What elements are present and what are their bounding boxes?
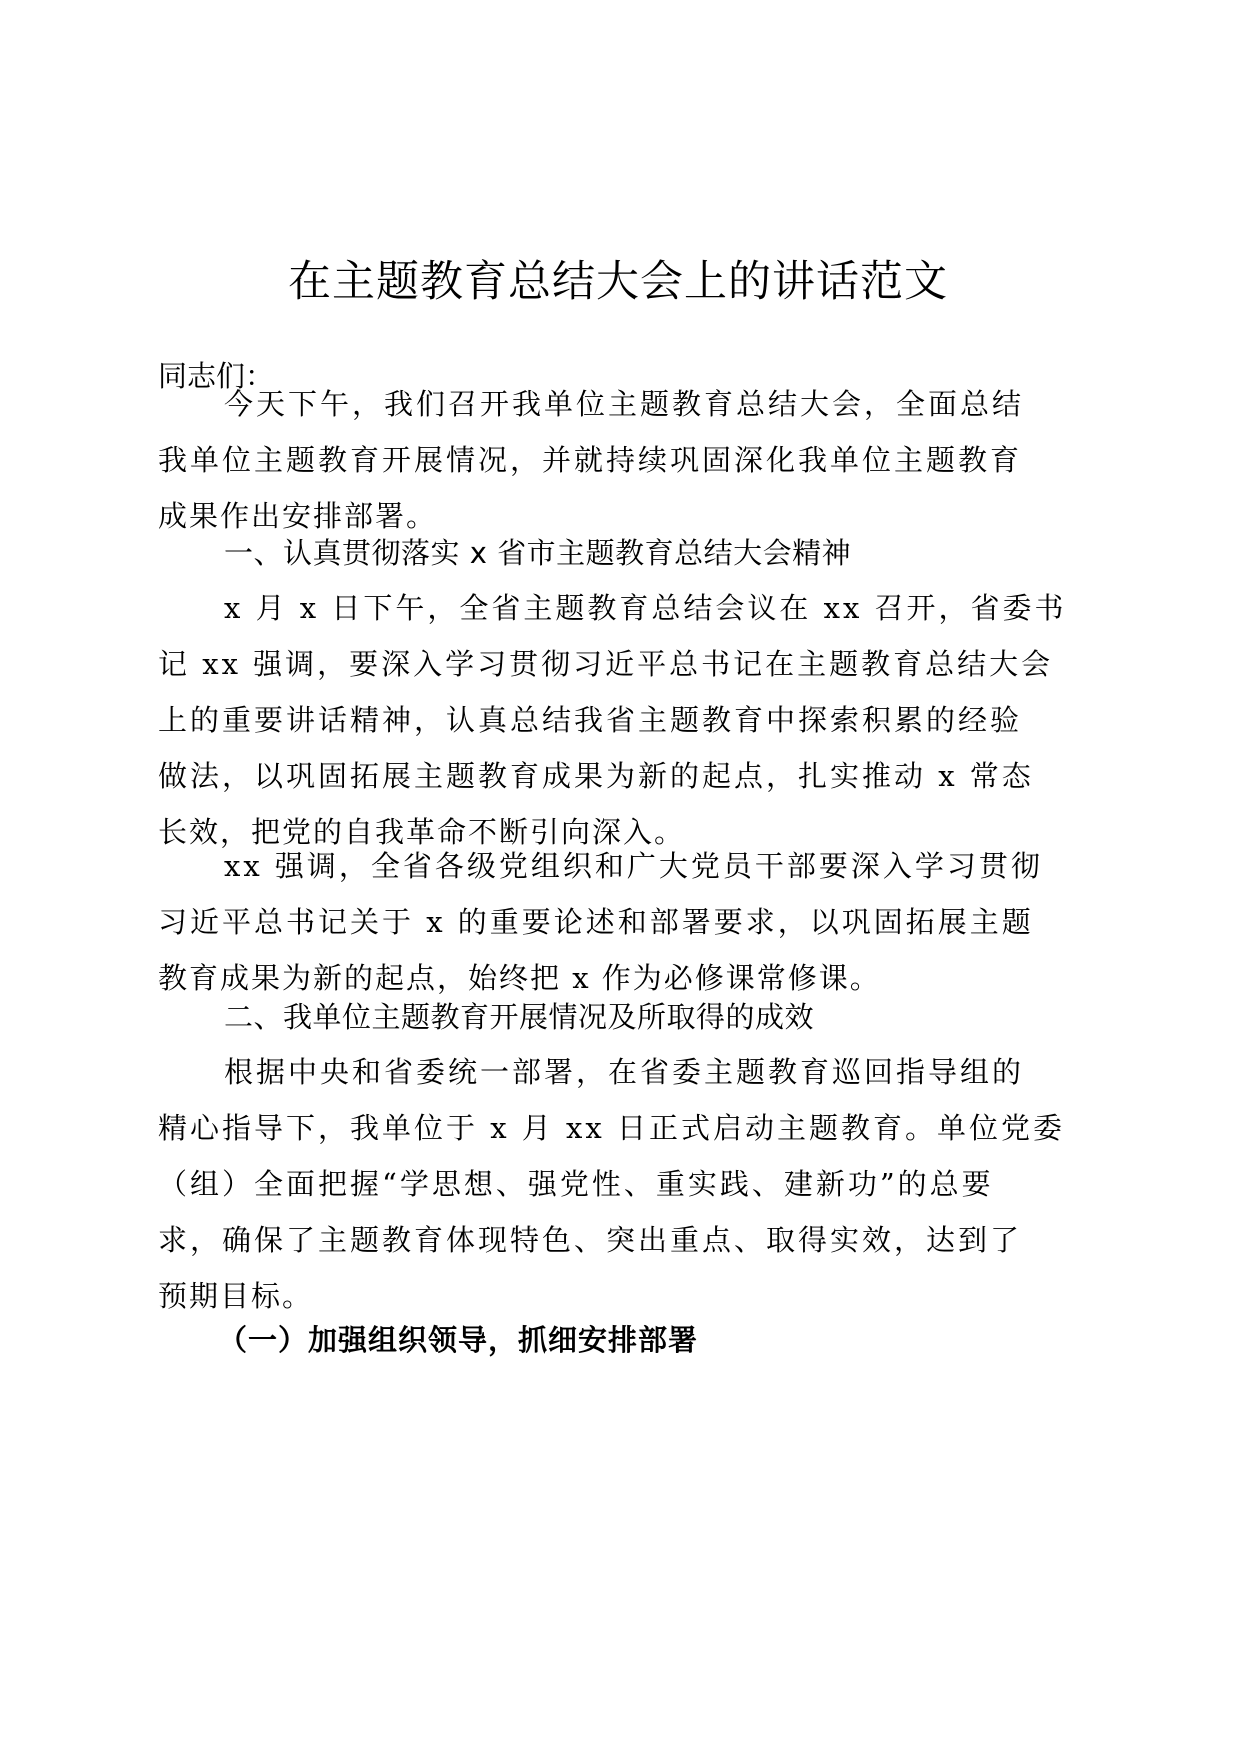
section1-paragraph-1 xyxy=(158,580,1078,860)
paragraph-line: 根据中央和省委统一部署，在省委主题教育巡回指导组的 xyxy=(224,1055,1025,1089)
subsection-heading: （一）加强组织领导，抓细安排部署 xyxy=(218,1323,699,1357)
paragraph-line: 求，确保了主题教育体现特色、突出重点、取得实效，达到了 xyxy=(158,1223,1023,1257)
section1-paragraph-2 xyxy=(158,838,1078,1006)
paragraph-line: 教育成果为新的起点，始终把 x 作为必修课常修课。 xyxy=(158,961,881,995)
paragraph-line: （组）全面把握“学思想、强党性、重实践、建新功”的总要 xyxy=(158,1167,994,1201)
paragraph-line: 上的重要讲话精神，认真总结我省主题教育中探索积累的经验 xyxy=(158,703,1023,737)
paragraph-line: 做法，以巩固拓展主题教育成果为新的起点，扎实推动 x 常态 xyxy=(158,759,1034,793)
paragraph-line: 习近平总书记关于 x 的重要论述和部署要求，以巩固拓展主题 xyxy=(158,905,1034,939)
paragraph-line: 长效，把党的自我革命不断引向深入。 xyxy=(158,815,686,849)
salutation: 同志们： xyxy=(158,359,275,393)
section-heading-2: 二、我单位主题教育开展情况及所取得的成效 xyxy=(224,1000,815,1034)
paragraph-line: 精心指导下，我单位于 x 月 xx 日正式启动主题教育。单位党委 xyxy=(158,1111,1065,1145)
paragraph-line: 今天下午，我们召开我单位主题教育总结大会，全面总结 xyxy=(224,387,1025,421)
document-title: 在主题教育总结大会上的讲话范文 xyxy=(288,257,948,307)
section-heading-1: 一、认真贯彻落实 x 省市主题教育总结大会精神 xyxy=(224,536,852,570)
paragraph-line: 我单位主题教育开展情况，并就持续巩固深化我单位主题教育 xyxy=(158,443,1023,477)
section2-paragraph-1 xyxy=(158,1044,1078,1324)
paragraph-line: 记 xx 强调，要深入学习贯彻习近平总书记在主题教育总结大会 xyxy=(158,647,1054,681)
paragraph-line: x 月 x 日下午，全省主题教育总结会议在 xx 召开，省委书 xyxy=(224,591,1067,625)
paragraph-line: 成果作出安排部署。 xyxy=(158,499,438,533)
intro-paragraph xyxy=(158,376,1078,544)
paragraph-line: 预期目标。 xyxy=(158,1279,314,1313)
paragraph-line: xx 强调，全省各级党组织和广大党员干部要深入学习贯彻 xyxy=(224,849,1043,883)
